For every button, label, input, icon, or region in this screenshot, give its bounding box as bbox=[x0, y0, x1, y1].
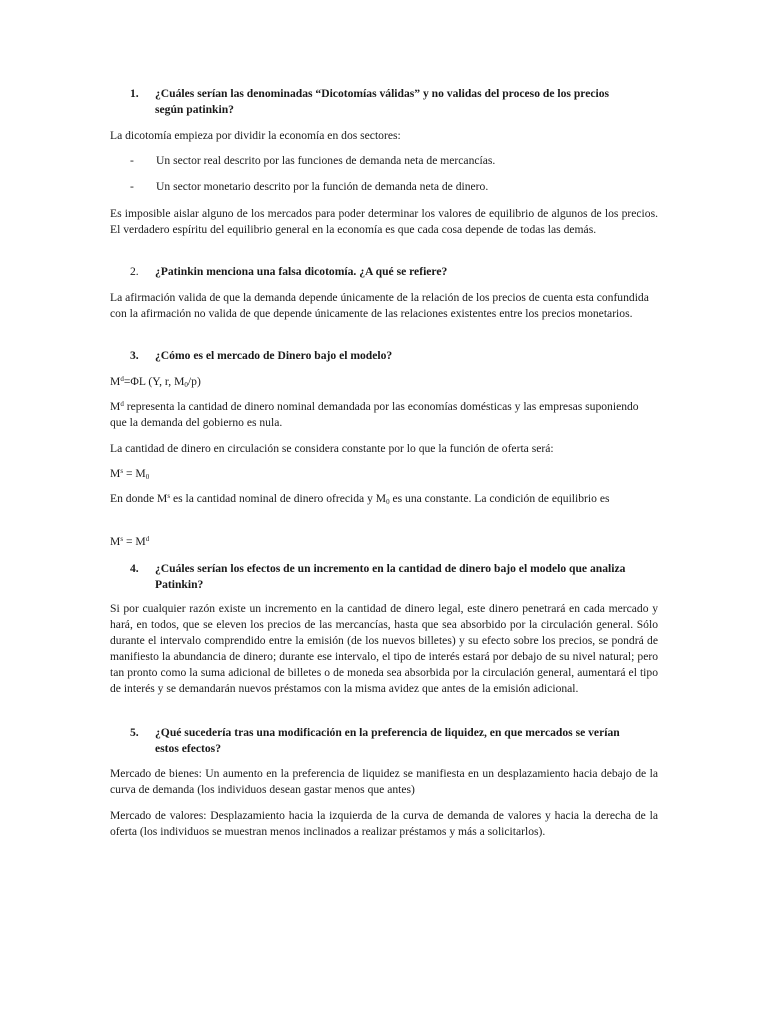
question-1 bbox=[130, 86, 640, 118]
answer-4-paragraph: Si por cualquier razón existe un incremento en la cantidad de dinero legal, este dinero penetrará en cada mercado y hará, en todos, que se eleven los precios de las mercancías, hasta que sea absorbido por la circulación general. Sólo durante el intervalo comprendido entre la emisión (de los nuevos billetes) y su efecto sobre los precios, se pondrá de manifiesto la abundancia de dinero; durante ese intervalo, el tipo de interés estará por debajo de su nivel natural; pero tan pronto como la suma adicional de billetes o de moneda sea absorbida por la circulación general, aumentará el tipo de interés y se demandarán nuevos préstamos con la misma avidez que antes de la emisión adicional. bbox=[110, 602, 658, 695]
question-number: 5. bbox=[130, 726, 139, 739]
answer-3-paragraph-2: La cantidad de dinero en circulación se considera constante por lo que la función de oferta será: bbox=[110, 442, 554, 455]
answer-1-intro: La dicotomía empieza por dividir la economía en dos sectores: bbox=[110, 129, 401, 142]
bullet-text: Un sector monetario descrito por la función de demanda neta de dinero. bbox=[156, 180, 489, 193]
bullet-item bbox=[130, 153, 495, 169]
question-text: ¿Cómo es el mercado de Dinero bajo el modelo? bbox=[155, 349, 393, 362]
question-number: 2. bbox=[130, 265, 139, 278]
question-text: ¿Cuáles serían las denominadas “Dicotomías válidas” y no validas del proceso de los precios según patinkin? bbox=[155, 87, 610, 116]
question-2 bbox=[130, 264, 640, 280]
answer-2-paragraph: La afirmación valida de que la demanda depende únicamente de la relación de los precios de cuenta esta confundida con la afirmación no valida de que depende únicamente de las relaciones existentes entre los precios monetarios. bbox=[110, 291, 649, 320]
equilibrium-equation: $M^s = M^d$ bbox=[110, 535, 150, 548]
question-4 bbox=[130, 561, 640, 593]
answer-3-paragraph-1: $M^d$ representa la cantidad de dinero nominal demandada por las economías domésticas y las empresas suponiendo que la demanda del gobierno es nula. bbox=[110, 400, 639, 429]
money-supply-equation: $M^s = M_0$ bbox=[110, 467, 150, 481]
answer-5-paragraph-1: Mercado de bienes: Un aumento en la preferencia de liquidez se manifiesta en un desplazamiento hacia debajo de la curva de demanda (los individuos desean gastar menos que antes) bbox=[110, 767, 658, 796]
question-3 bbox=[130, 348, 640, 364]
answer-5-paragraph-2: Mercado de valores: Desplazamiento hacia la izquierda de la curva de demanda de valores y hacia la derecha de la oferta (los individuos se muestran menos inclinados a realizar préstamos y más a solicitarlos). bbox=[110, 809, 658, 838]
question-text: ¿Qué sucedería tras una modificación en la preferencia de liquidez, en que mercados se verían estos efectos? bbox=[155, 726, 620, 755]
question-number: 3. bbox=[130, 349, 139, 362]
bullet-item bbox=[130, 179, 488, 195]
bullet-marker: - bbox=[130, 180, 134, 193]
question-number: 1. bbox=[130, 87, 139, 100]
answer-3-paragraph-3: En donde $M^s$ es la cantidad nominal de dinero ofrecida y $M_0$ es una constante. La condición de equilibrio es bbox=[110, 492, 610, 506]
answer-1-paragraph: Es imposible aislar alguno de los mercados para poder determinar los valores de equilibrio de algunos de los precios. El verdadero espíritu del equilibrio general en la economía es que cada cosa depende de todas las demás. bbox=[110, 207, 658, 236]
question-number: 4. bbox=[130, 562, 139, 575]
bullet-text: Un sector real descrito por las funciones de demanda neta de mercancías. bbox=[156, 154, 496, 167]
money-demand-equation: $M^d=\Phi L$ (Y, r, $M_0/p$) bbox=[110, 375, 201, 389]
question-5 bbox=[130, 725, 640, 757]
question-text: ¿Cuáles serían los efectos de un incremento en la cantidad de dinero bajo el modelo que analiza Patinkin? bbox=[155, 562, 626, 591]
question-text: ¿Patinkin menciona una falsa dicotomía. ¿A qué se refiere? bbox=[155, 265, 448, 278]
bullet-marker: - bbox=[130, 154, 134, 167]
